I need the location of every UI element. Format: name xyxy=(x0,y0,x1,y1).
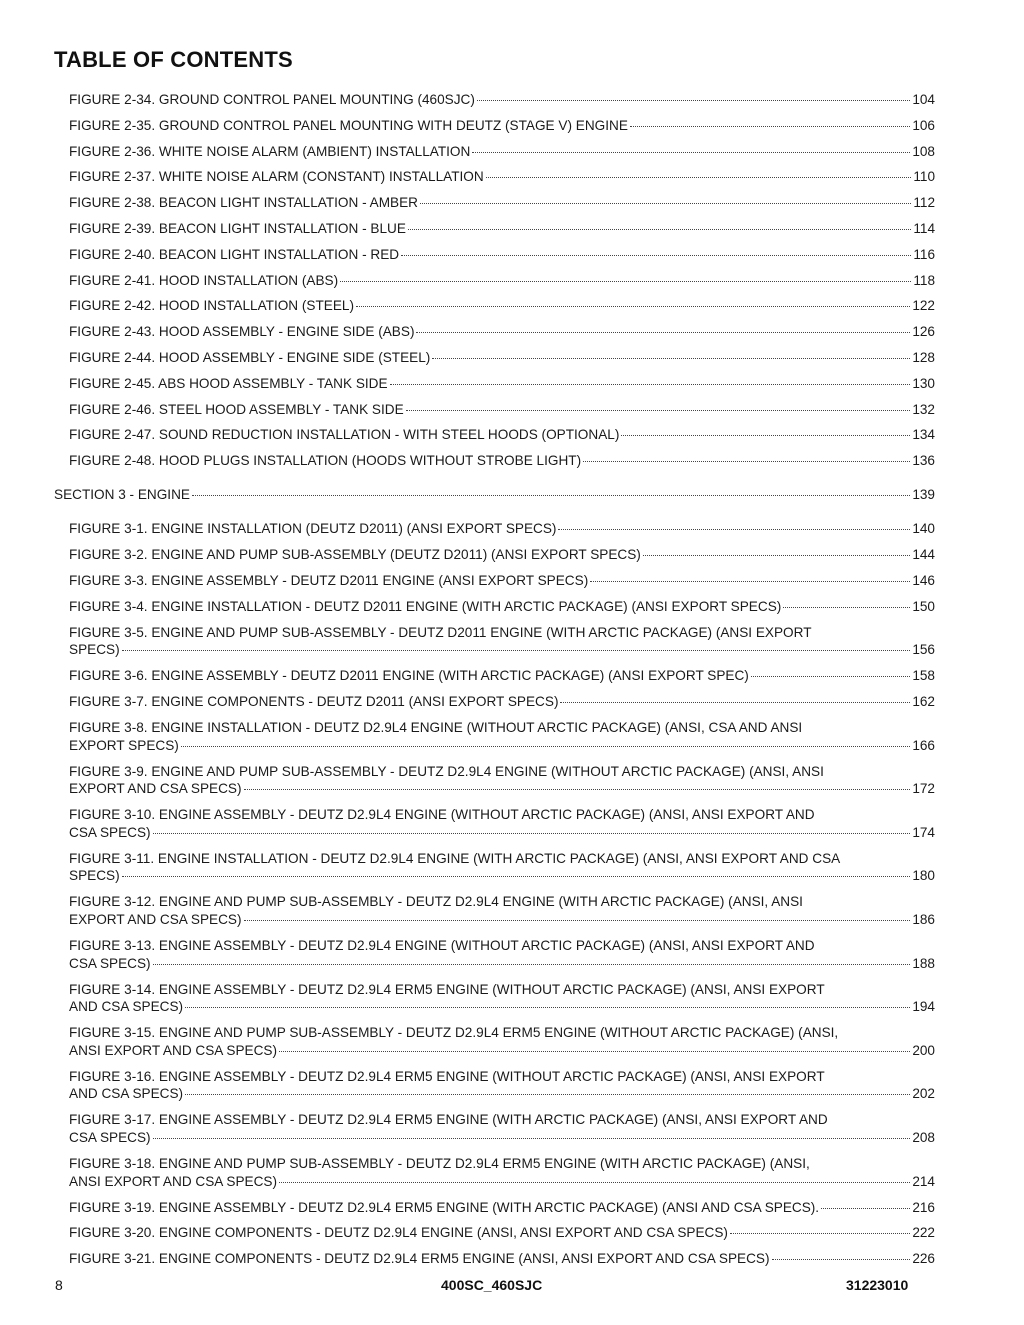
toc-entry-title: FIGURE 2-42. HOOD INSTALLATION (STEEL) xyxy=(69,298,355,314)
toc-entry-title: SPECS) xyxy=(69,642,120,658)
toc-leader-dots xyxy=(279,1051,910,1052)
toc-entry-title: ANSI EXPORT AND CSA SPECS) xyxy=(69,1173,278,1189)
toc-leader-dots xyxy=(643,555,910,556)
toc-page-number: 222 xyxy=(912,1225,935,1241)
toc-figure-entry[interactable] xyxy=(69,117,935,135)
toc-entry-title: FIGURE 2-35. GROUND CONTROL PANEL MOUNTING WITH DEUTZ (STAGE V) ENGINE xyxy=(69,117,628,133)
toc-leader-dots xyxy=(340,281,911,282)
toc-figure-entry[interactable] xyxy=(69,143,935,161)
toc-entry-title: EXPORT SPECS) xyxy=(69,737,179,753)
toc-leader-dots xyxy=(153,964,911,965)
toc-leader-dots xyxy=(772,1259,911,1260)
toc-page-number: 158 xyxy=(912,668,935,684)
toc-entry-title: EXPORT AND CSA SPECS) xyxy=(69,911,242,927)
toc-entry-title: FIGURE 2-41. HOOD INSTALLATION (ABS) xyxy=(69,272,339,288)
toc-figure-entry[interactable] xyxy=(69,272,935,290)
toc-figure-entry[interactable] xyxy=(69,168,935,186)
toc-figure-entry[interactable] xyxy=(69,520,935,538)
toc-figure-entry[interactable] xyxy=(69,1224,935,1242)
toc-entry-title: EXPORT AND CSA SPECS) xyxy=(69,781,242,797)
toc-page-number: 162 xyxy=(912,694,935,709)
toc-page-number: 172 xyxy=(912,781,935,797)
toc-page-number: 144 xyxy=(912,547,935,562)
toc-leader-dots xyxy=(477,100,910,101)
toc-page-number: 150 xyxy=(912,598,935,614)
toc-entry-title: CSA SPECS) xyxy=(69,955,151,971)
toc-figure-entry[interactable] xyxy=(69,572,935,590)
toc-entry-title: FIGURE 2-44. HOOD ASSEMBLY - ENGINE SIDE (STEEL) xyxy=(69,350,431,365)
toc-entry-title: AND CSA SPECS) xyxy=(69,999,184,1015)
toc-entry-title: FIGURE 3-4. ENGINE INSTALLATION - DEUTZ D2011 ENGINE (WITH ARCTIC PACKAGE) (ANSI EXPORT SPECS) xyxy=(69,598,782,614)
toc-page-number: 139 xyxy=(912,487,935,503)
toc-leader-dots xyxy=(630,126,910,127)
toc-leader-dots xyxy=(122,650,911,651)
toc-entry-title: FIGURE 2-34. GROUND CONTROL PANEL MOUNTING (460SJC) xyxy=(69,92,475,107)
toc-figure-entry[interactable] xyxy=(69,981,935,1016)
toc-leader-dots xyxy=(153,833,911,834)
toc-page-number: 136 xyxy=(912,453,935,469)
toc-page-number: 140 xyxy=(912,521,935,537)
toc-page-number: 110 xyxy=(913,169,935,185)
page-title: TABLE OF CONTENTS xyxy=(54,47,293,72)
toc-figure-entry[interactable] xyxy=(69,598,935,616)
toc-page-number: 214 xyxy=(912,1173,935,1189)
toc-page-number: 166 xyxy=(912,737,935,753)
toc-entry-title: FIGURE 3-1. ENGINE INSTALLATION (DEUTZ D2011) (ANSI EXPORT SPECS) xyxy=(69,521,557,537)
toc-entry-title: FIGURE 3-11. ENGINE INSTALLATION - DEUTZ D2.9L4 ENGINE (WITH ARCTIC PACKAGE) (ANSI, ANSI EXPORT AND CSA xyxy=(69,850,841,866)
toc-entry-title: CSA SPECS) xyxy=(69,1129,151,1145)
toc-page-number: 126 xyxy=(912,324,935,340)
toc-page-number: 208 xyxy=(912,1129,935,1145)
toc-figure-entry[interactable] xyxy=(69,297,935,315)
toc-entry-title: FIGURE 2-48. HOOD PLUGS INSTALLATION (HOODS WITHOUT STROBE LIGHT) xyxy=(69,453,582,469)
toc-page-number: 194 xyxy=(912,999,935,1015)
toc-section-entry[interactable] xyxy=(54,486,935,504)
toc-entry-title: FIGURE 2-38. BEACON LIGHT INSTALLATION - AMBER xyxy=(69,195,418,211)
toc-entry-title: SECTION 3 - ENGINE xyxy=(54,487,190,503)
footer-doc-number: 31223010 xyxy=(846,1277,909,1293)
toc-page-number: 112 xyxy=(913,195,935,211)
toc-figure-entry[interactable] xyxy=(69,1068,935,1103)
toc-figure-entry[interactable] xyxy=(69,246,935,264)
toc-page-number: 118 xyxy=(913,272,935,288)
toc-entry-title: FIGURE 3-10. ENGINE ASSEMBLY - DEUTZ D2.9L4 ENGINE (WITHOUT ARCTIC PACKAGE) (ANSI, ANSI EXPORT AND xyxy=(69,807,815,823)
toc-page-number: 134 xyxy=(912,427,935,443)
toc-leader-dots xyxy=(408,229,911,230)
toc-leader-dots xyxy=(420,203,911,204)
toc-page-number: 174 xyxy=(912,824,935,840)
toc-entry-title: FIGURE 2-43. HOOD ASSEMBLY - ENGINE SIDE (ABS) xyxy=(69,324,415,340)
toc-figure-entry[interactable] xyxy=(69,426,935,444)
toc-figure-entry[interactable] xyxy=(69,1155,935,1190)
toc-figure-entry[interactable] xyxy=(69,1250,935,1268)
toc-leader-dots xyxy=(472,152,910,153)
toc-leader-dots xyxy=(583,461,910,462)
toc-figure-entry[interactable] xyxy=(69,1111,935,1146)
toc-leader-dots xyxy=(560,702,910,703)
toc-page-number: 116 xyxy=(913,246,935,262)
toc-figure-entry[interactable] xyxy=(69,719,935,754)
toc-entry-title: FIGURE 3-2. ENGINE AND PUMP SUB-ASSEMBLY (DEUTZ D2011) (ANSI EXPORT SPECS) xyxy=(69,547,641,562)
toc-page-number: 216 xyxy=(912,1199,935,1215)
toc-entry-title: FIGURE 2-46. STEEL HOOD ASSEMBLY - TANK SIDE xyxy=(69,401,404,417)
toc-leader-dots xyxy=(192,495,910,496)
toc-leader-dots xyxy=(730,1233,910,1234)
toc-figure-entry[interactable] xyxy=(69,1199,935,1217)
toc-entry-title: FIGURE 3-16. ENGINE ASSEMBLY - DEUTZ D2.9L4 ERM5 ENGINE (WITHOUT ARCTIC PACKAGE) (ANSI, ANSI EXPORT xyxy=(69,1068,825,1084)
toc-entry-title: CSA SPECS) xyxy=(69,824,151,840)
toc-figure-entry[interactable] xyxy=(69,893,935,928)
toc-figure-entry[interactable] xyxy=(69,349,935,367)
toc-figure-entry[interactable] xyxy=(69,194,935,212)
toc-page-number: 180 xyxy=(912,868,935,884)
toc-figure-entry[interactable] xyxy=(69,667,935,685)
footer-page-number: 8 xyxy=(55,1277,63,1293)
toc-page-number: 202 xyxy=(912,1086,935,1102)
toc-leader-dots xyxy=(244,789,911,790)
toc-entry-title: ANSI EXPORT AND CSA SPECS) xyxy=(69,1042,278,1058)
toc-leader-dots xyxy=(244,920,911,921)
toc-entry-title: FIGURE 3-19. ENGINE ASSEMBLY - DEUTZ D2.9L4 ERM5 ENGINE (WITH ARCTIC PACKAGE) (ANSI AND CSA SPECS). xyxy=(69,1199,820,1215)
toc-entry-title: FIGURE 2-45. ABS HOOD ASSEMBLY - TANK SIDE xyxy=(69,375,388,391)
toc-figure-entry[interactable] xyxy=(69,220,935,238)
toc-entry-title: FIGURE 3-14. ENGINE ASSEMBLY - DEUTZ D2.9L4 ERM5 ENGINE (WITHOUT ARCTIC PACKAGE) (ANSI, ANSI EXPORT xyxy=(69,981,825,997)
toc-figure-entry[interactable] xyxy=(69,763,935,798)
toc-page-number: 128 xyxy=(912,350,935,365)
toc-figure-entry[interactable] xyxy=(69,624,935,659)
toc-leader-dots xyxy=(416,332,910,333)
toc-leader-dots xyxy=(783,607,910,608)
toc-leader-dots xyxy=(751,676,910,677)
toc-page-number: 156 xyxy=(912,642,935,658)
toc-page-number: 146 xyxy=(912,572,935,588)
toc-leader-dots xyxy=(390,384,911,385)
toc-page-number: 226 xyxy=(912,1251,935,1267)
toc-page-number: 130 xyxy=(912,375,935,391)
toc-leader-dots xyxy=(432,358,910,359)
toc-entry-title: FIGURE 3-5. ENGINE AND PUMP SUB-ASSEMBLY - DEUTZ D2011 ENGINE (WITH ARCTIC PACKAGE) (ANSI EXPORT xyxy=(69,624,812,640)
toc-leader-dots xyxy=(621,435,910,436)
toc-figure-entry[interactable] xyxy=(69,375,935,393)
toc-leader-dots xyxy=(590,581,910,582)
footer-model: 400SC_460SJC xyxy=(441,1277,543,1293)
toc-leader-dots xyxy=(356,306,910,307)
toc-figure-entry[interactable] xyxy=(69,452,935,470)
toc-page-number: 132 xyxy=(912,401,935,417)
toc-page-number: 122 xyxy=(912,298,935,314)
toc-page-number: 188 xyxy=(912,955,935,971)
toc-page-number: 104 xyxy=(912,92,935,107)
toc-page-number: 114 xyxy=(913,221,935,236)
toc-entry-title: FIGURE 2-36. WHITE NOISE ALARM (AMBIENT) INSTALLATION xyxy=(69,143,471,159)
toc-figure-entry[interactable] xyxy=(69,401,935,419)
toc-leader-dots xyxy=(153,1138,911,1139)
toc-leader-dots xyxy=(185,1094,910,1095)
toc-figure-entry[interactable] xyxy=(69,937,935,972)
toc-leader-dots xyxy=(558,529,910,530)
toc-figure-entry[interactable] xyxy=(69,850,935,885)
toc-leader-dots xyxy=(185,1007,910,1008)
toc-entry-title: FIGURE 2-40. BEACON LIGHT INSTALLATION - RED xyxy=(69,246,400,262)
toc-page-number: 106 xyxy=(912,117,935,133)
toc-entry-title: FIGURE 3-21. ENGINE COMPONENTS - DEUTZ D2.9L4 ERM5 ENGINE (ANSI, ANSI EXPORT AND CSA SPECS) xyxy=(69,1251,770,1267)
toc-entry-title: FIGURE 3-6. ENGINE ASSEMBLY - DEUTZ D2011 ENGINE (WITH ARCTIC PACKAGE) (ANSI EXPORT SPEC) xyxy=(69,668,749,684)
toc-figure-entry[interactable] xyxy=(69,546,935,564)
toc-entry-title: SPECS) xyxy=(69,868,120,884)
toc-leader-dots xyxy=(486,177,912,178)
toc-entry-title: FIGURE 2-47. SOUND REDUCTION INSTALLATION - WITH STEEL HOODS (OPTIONAL) xyxy=(69,427,620,443)
toc-entry-title: FIGURE 3-8. ENGINE INSTALLATION - DEUTZ D2.9L4 ENGINE (WITHOUT ARCTIC PACKAGE) (ANSI, CSA AND ANSI xyxy=(69,720,803,735)
toc-leader-dots xyxy=(401,255,911,256)
toc-entry-title: FIGURE 3-3. ENGINE ASSEMBLY - DEUTZ D2011 ENGINE (ANSI EXPORT SPECS) xyxy=(69,572,589,588)
toc-entry-title: FIGURE 3-17. ENGINE ASSEMBLY - DEUTZ D2.9L4 ERM5 ENGINE (WITH ARCTIC PACKAGE) (ANSI, ANSI EXPORT AND xyxy=(69,1112,828,1128)
toc-figure-entry[interactable] xyxy=(69,91,935,109)
toc-leader-dots xyxy=(821,1208,910,1209)
toc-figure-entry[interactable] xyxy=(69,1024,935,1059)
toc-entry-title: FIGURE 3-13. ENGINE ASSEMBLY - DEUTZ D2.9L4 ENGINE (WITHOUT ARCTIC PACKAGE) (ANSI, ANSI EXPORT AND xyxy=(69,938,815,953)
toc-entry-title: FIGURE 3-20. ENGINE COMPONENTS - DEUTZ D2.9L4 ENGINE (ANSI, ANSI EXPORT AND CSA SPECS) xyxy=(69,1225,728,1241)
toc-leader-dots xyxy=(181,746,911,747)
toc-entry-title: FIGURE 3-7. ENGINE COMPONENTS - DEUTZ D2011 (ANSI EXPORT SPECS) xyxy=(69,694,559,709)
toc-entry-title: FIGURE 3-15. ENGINE AND PUMP SUB-ASSEMBLY - DEUTZ D2.9L4 ERM5 ENGINE (WITHOUT ARCTIC PACKAGE) (ANSI, xyxy=(69,1025,839,1041)
toc-entry-title: AND CSA SPECS) xyxy=(69,1086,184,1102)
toc-page-number: 200 xyxy=(912,1042,935,1058)
toc-page-number: 186 xyxy=(912,911,935,927)
toc-leader-dots xyxy=(122,876,911,877)
toc-entry-title: FIGURE 2-39. BEACON LIGHT INSTALLATION - BLUE xyxy=(69,221,406,236)
toc-leader-dots xyxy=(279,1182,910,1183)
toc-entry-title: FIGURE 2-37. WHITE NOISE ALARM (CONSTANT) INSTALLATION xyxy=(69,169,484,185)
toc-entry-title: FIGURE 3-9. ENGINE AND PUMP SUB-ASSEMBLY - DEUTZ D2.9L4 ENGINE (WITHOUT ARCTIC PACKAGE) (ANSI, ANSI xyxy=(69,763,824,779)
toc-figure-entry[interactable] xyxy=(69,806,935,841)
toc-figure-entry[interactable] xyxy=(69,693,935,711)
toc-entry-title: FIGURE 3-18. ENGINE AND PUMP SUB-ASSEMBLY - DEUTZ D2.9L4 ERM5 ENGINE (WITH ARCTIC PACKAGE) (ANSI, xyxy=(69,1156,810,1171)
toc-figure-entry[interactable] xyxy=(69,323,935,341)
toc-leader-dots xyxy=(406,410,911,411)
toc-entry-title: FIGURE 3-12. ENGINE AND PUMP SUB-ASSEMBLY - DEUTZ D2.9L4 ENGINE (WITH ARCTIC PACKAGE) (ANSI, ANSI xyxy=(69,894,803,910)
toc-page-number: 108 xyxy=(912,143,935,159)
